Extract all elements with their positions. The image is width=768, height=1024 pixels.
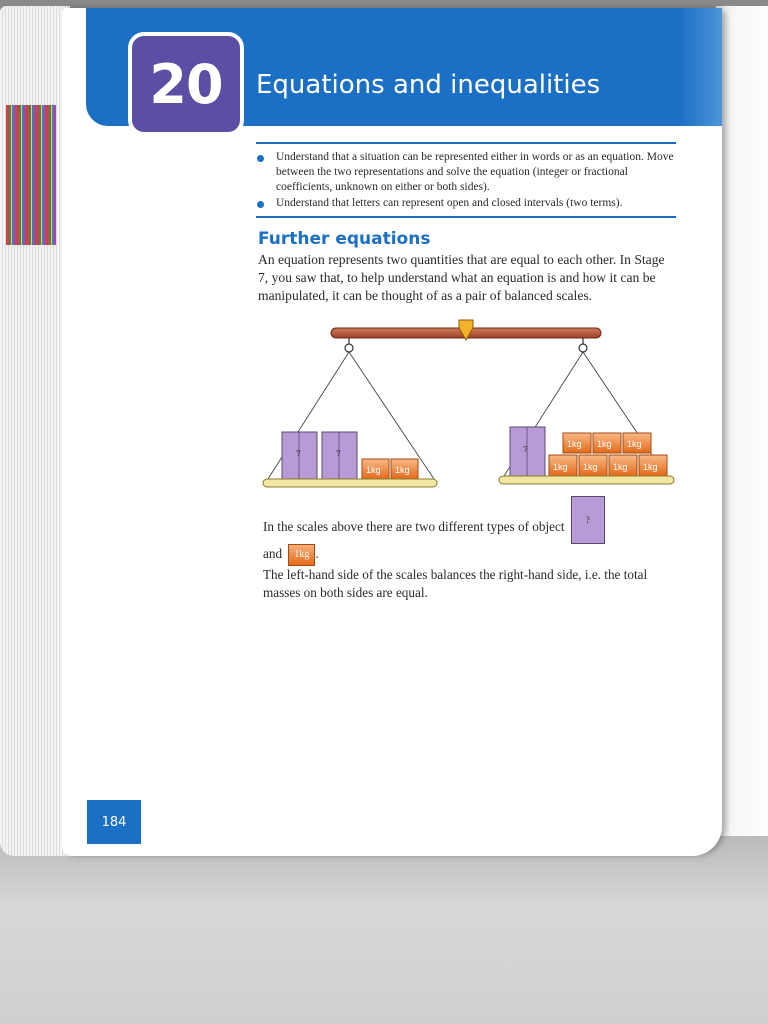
section-title: Further equations: [258, 229, 431, 249]
facing-page-edge: [716, 6, 768, 836]
kg-label: 1kg: [366, 465, 381, 475]
right-unknown-box: [510, 427, 545, 476]
right-pan: [499, 476, 674, 484]
right-kg-weight: [609, 455, 637, 476]
explanation-and: and: [263, 546, 283, 562]
kg-label: 1kg: [627, 439, 642, 449]
objectives-top-rule: [256, 142, 676, 144]
inline-kg-label: 1kg: [294, 549, 310, 560]
kg-label: 1kg: [567, 439, 582, 449]
kg-label: 1kg: [583, 462, 598, 472]
objective-item: [256, 150, 676, 195]
unknown-label: ?: [296, 449, 301, 458]
right-kg-weight: [563, 433, 591, 453]
inline-unknown-box: [571, 496, 605, 544]
objective-text: Understand that letters can represent open and closed intervals (two terms).: [276, 197, 623, 209]
chapter-number-badge: [128, 32, 244, 136]
objectives-bottom-rule: [256, 216, 676, 218]
kg-label: 1kg: [613, 462, 628, 472]
bullet-icon: [257, 155, 264, 162]
left-kg-weight: [391, 459, 418, 479]
explanation-paragraph: In the scales above there are two different types of object ? and 1kg . The left-hand side of the scales balances the right-hand side, i.e. the total masses on both sides are equal.: [263, 512, 683, 602]
kg-label: 1kg: [643, 462, 658, 472]
inline-unknown-label: ?: [585, 515, 590, 525]
header-band-fade: [680, 8, 722, 126]
learning-objectives: [256, 150, 676, 212]
right-kg-weight: [549, 455, 577, 476]
unknown-label: ?: [523, 445, 528, 454]
chapter-number: 20: [149, 52, 223, 116]
kg-label: 1kg: [597, 439, 612, 449]
inline-kg-weight: [288, 544, 315, 566]
balance-scales-illustration: [258, 316, 678, 496]
left-unknown-box: [322, 432, 357, 479]
kg-label: 1kg: [395, 465, 410, 475]
right-kg-weight: [639, 455, 667, 476]
left-pan: [263, 479, 437, 487]
right-hook: [579, 344, 587, 352]
kg-label: 1kg: [553, 462, 568, 472]
objective-text: Understand that a situation can be represented either in words or as an equation. Move between the two representations and solve the equation (integer or fractional coefficients, unknown on either or both sides).: [276, 151, 674, 193]
right-kg-weight: [623, 433, 651, 453]
right-kg-weight: [579, 455, 607, 476]
page-number: 184: [87, 800, 141, 844]
explanation-text-1: In the scales above there are two different types of object: [263, 519, 565, 535]
color-thumb-tabs: [6, 105, 56, 245]
explanation-text-2: The left-hand side of the scales balances the right-hand side, i.e. the total masses on both sides are equal.: [263, 567, 648, 600]
bullet-icon: [257, 201, 264, 208]
right-kg-weight: [593, 433, 621, 453]
objective-item: [256, 196, 676, 211]
desk-surface: [0, 830, 768, 1024]
left-unknown-box: [282, 432, 317, 479]
left-kg-weight: [362, 459, 389, 479]
section-intro: An equation represents two quantities that are equal to each other. In Stage 7, you saw that, to help understand what an equation is and how it can be manipulated, it can be thought of as a pair of balanced scales.: [258, 252, 665, 303]
left-hook: [345, 344, 353, 352]
unknown-label: ?: [336, 449, 341, 458]
chapter-title: Equations and inequalities: [256, 70, 601, 100]
